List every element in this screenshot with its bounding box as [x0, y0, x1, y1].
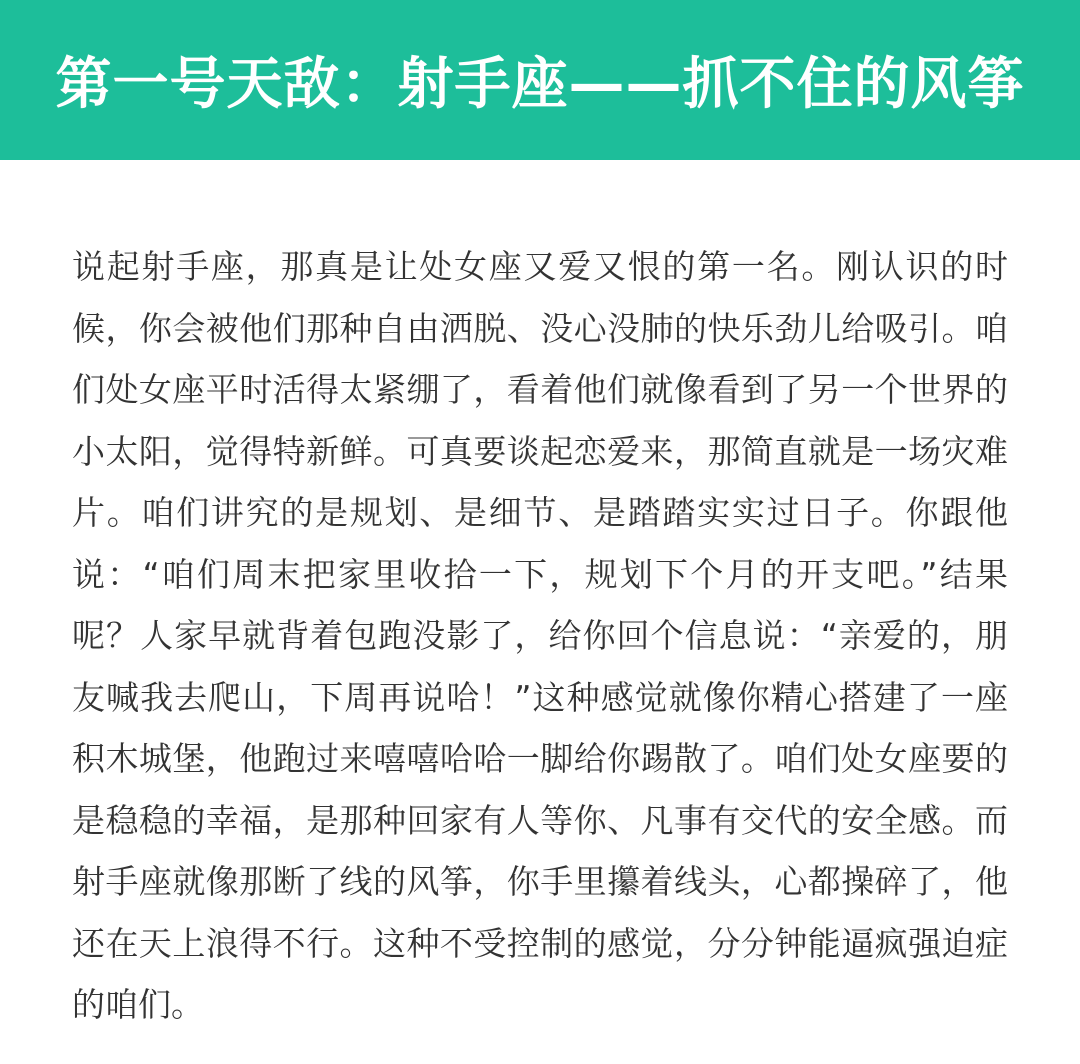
- article-line: 说：“咱们周末把家里收拾一下，规划下个月的开支吧。”结果: [72, 554, 1008, 594]
- article-line: 射手座就像那断了线的风筝，你手里攥着线头，心都操碎了，他: [72, 862, 1008, 901]
- page-title: 第一号天敌：射手座——抓不住的风筝: [55, 52, 1025, 117]
- article-line: 是稳稳的幸福，是那种回家有人等你、凡事有交代的安全感。而: [72, 800, 1008, 840]
- header-banner: [0, 0, 1080, 160]
- article-line: 呢？人家早就背着包跑没影了，给你回个信息说：“亲爱的，朋: [72, 616, 1008, 655]
- article-line: 还在天上浪得不行。这种不受控制的感觉，分分钟能逼疯强迫症: [72, 923, 1008, 963]
- article-line: 说起射手座，那真是让处女座又爱又恨的第一名。刚认识的时: [72, 247, 1008, 286]
- article-line: 们处女座平时活得太紧绷了，看着他们就像看到了另一个世界的: [72, 370, 1008, 409]
- article-body: [72, 236, 1008, 1036]
- article-line: 积木城堡，他跑过来嘻嘻哈哈一脚给你踢散了。咱们处女座要的: [72, 739, 1008, 778]
- article-line: 片。咱们讲究的是规划、是细节、是踏踏实实过日子。你跟他: [72, 493, 1008, 532]
- article-line: 的咱们。: [72, 985, 204, 1024]
- article-line: 友喊我去爬山，下周再说哈！”这种感觉就像你精心搭建了一座: [72, 677, 1008, 717]
- article-line: 小太阳，觉得特新鲜。可真要谈起恋爱来，那简直就是一场灾难: [72, 431, 1008, 471]
- article-line: 候，你会被他们那种自由洒脱、没心没肺的快乐劲儿给吸引。咱: [72, 308, 1008, 348]
